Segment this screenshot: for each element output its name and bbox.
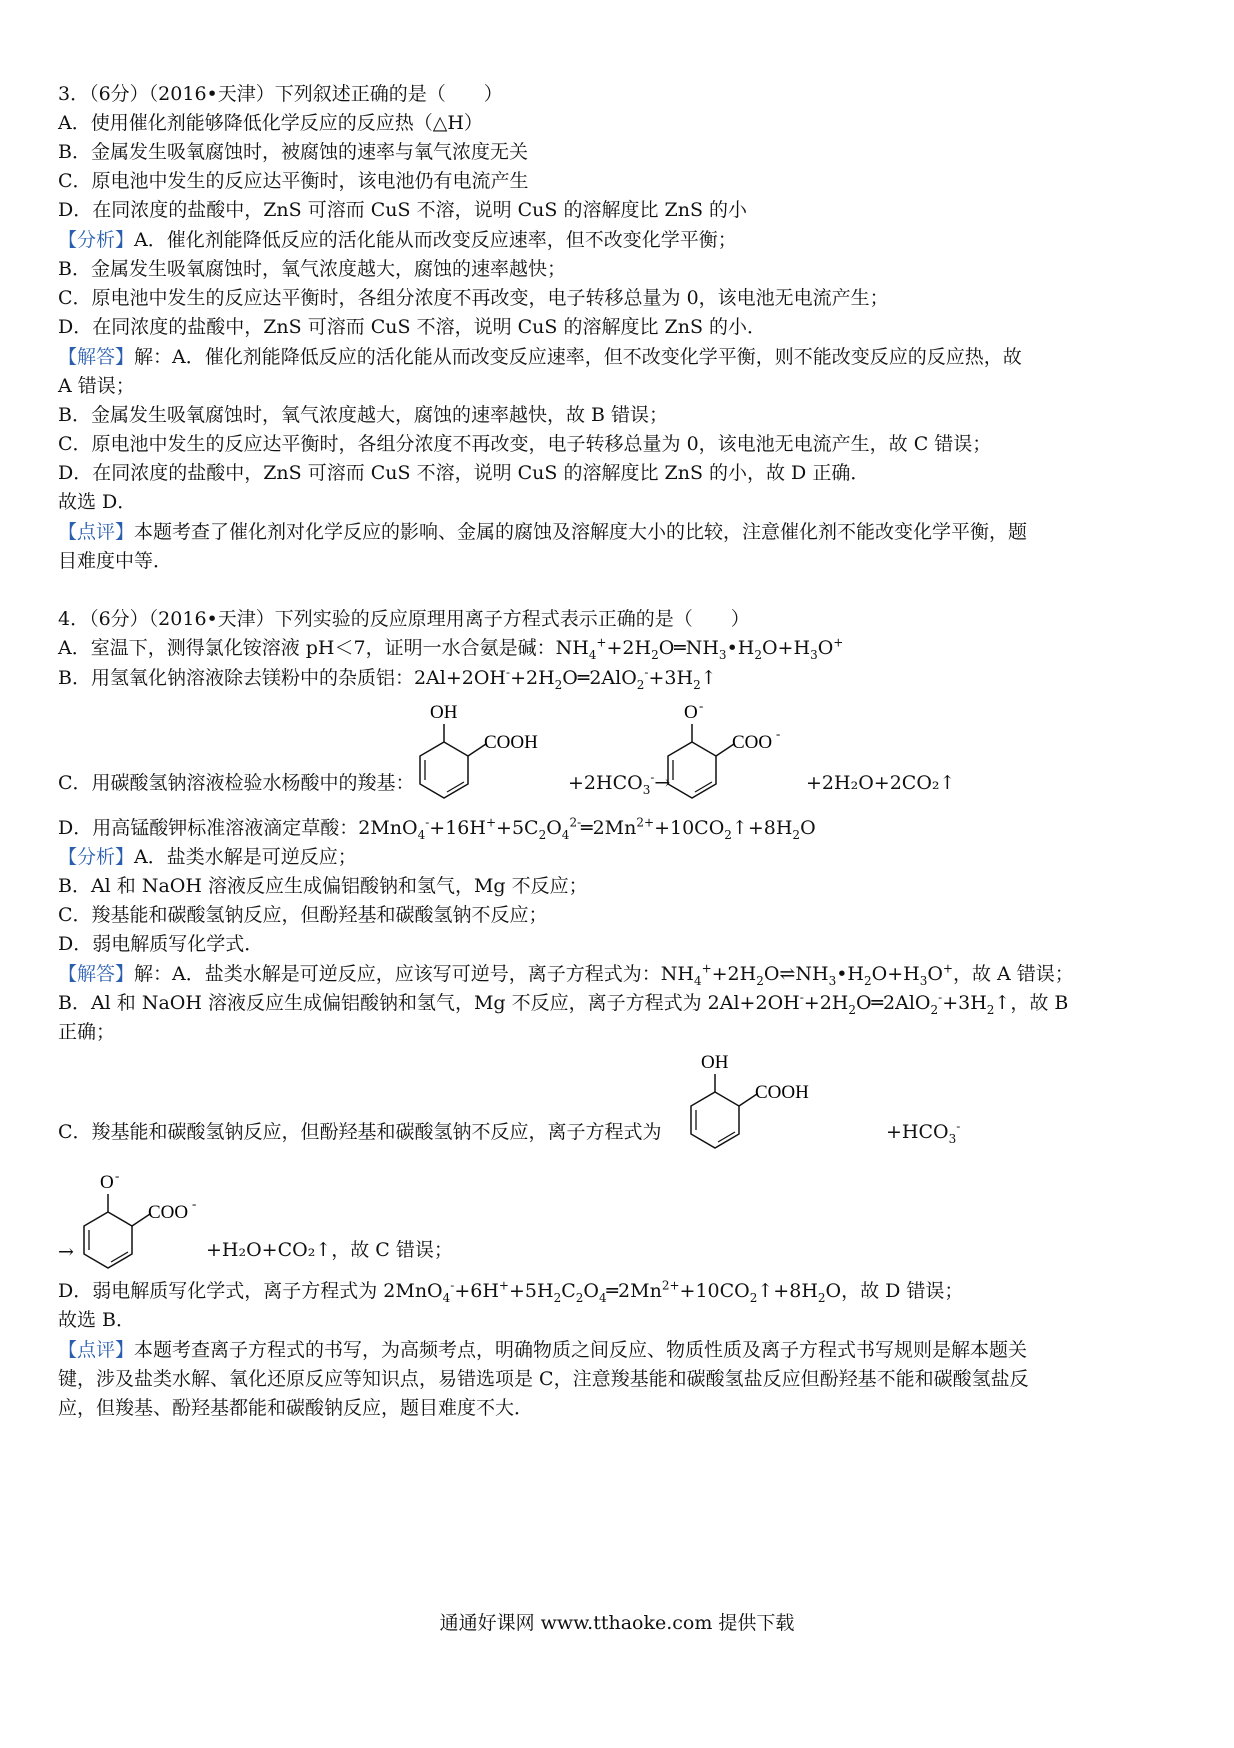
q4-choose: 故选 B．	[58, 1309, 136, 1331]
q4-answer-line-1: 【解答】解：A．盐类水解是可逆反应，应该写可逆号，离子方程式为：$NH_4^++2H_2O\rightleftharpoons NH_3•H_2O+H_3O^+$，故 A 错误；	[58, 961, 1074, 988]
page-footer: 通通好课网 www.tthaoke.com 提供下载	[439, 1612, 795, 1634]
q4-option-c-hco3: $+2HCO_3^-\to$	[568, 770, 671, 797]
q3-option-a: A．使用催化剂能够降低化学反应的反应热（△H）	[58, 112, 483, 134]
q4-option-c-text: C．用碳酸氢钠溶液检验水杨酸中的羧基：	[58, 772, 415, 794]
q3-comment-line-1	[58, 520, 1027, 544]
salicylic-acid-structure-answer	[665, 1050, 825, 1160]
q4-option-d: D．用高锰酸钾标准溶液滴定草酸：$2MnO_4^-+16H^++5C_2O_4^{2-}═2Mn^{2+}+10CO_2↑+8H_2O$	[58, 815, 816, 842]
svg-text:-: -	[776, 726, 781, 741]
q4-option-a: A．室温下，测得氯化铵溶液 pH＜7，证明一水合氨是碱：$NH_4^++2H_2O═NH_3•H_2O+H_3O^+$	[58, 635, 844, 662]
q4-analysis-line-4: D．弱电解质写化学式．	[58, 933, 264, 955]
q4-analysis-text: A．盐类水解是可逆反应；	[134, 846, 357, 868]
q4-answer-a-text: 解：A．盐类水解是可逆反应，应该写可逆号，离子方程式为：NH	[134, 963, 694, 985]
q3-option-b: B．金属发生吸氧腐蚀时，被腐蚀的速率与氧气浓度无关	[58, 141, 528, 163]
svg-text:OH: OH	[430, 702, 458, 723]
q4-answer-c-reagent: $+HCO_3^-$	[886, 1119, 961, 1146]
q3-answer-line-5: D．在同浓度的盐酸中，ZnS 可溶而 CuS 不溶，说明 CuS 的溶解度比 ZnS 的小，故 D 正确．	[58, 462, 870, 484]
q3-answer-line-3: B．金属发生吸氧腐蚀时，氧气浓度越大，腐蚀的速率越快，故 B 错误；	[58, 404, 669, 426]
svg-text:-: -	[699, 700, 704, 713]
comment-tag: 【点评】	[58, 521, 135, 543]
q3-stem: 3．（6分）（2016•天津）下列叙述正确的是（ ）	[58, 83, 503, 105]
q4-answer-b-end: ↑，故 B	[994, 992, 1069, 1014]
salicylate-structure	[642, 700, 792, 810]
q4-option-c-products: +2H₂O+2CO₂↑	[806, 772, 956, 794]
svg-text:-: -	[192, 1196, 197, 1211]
q3-analysis-line-4: D．在同浓度的盐酸中，ZnS 可溶而 CuS 不溶，说明 CuS 的溶解度比 ZnS 的小．	[58, 316, 767, 338]
answer-tag: 【解答】	[58, 963, 135, 985]
q3-analysis-line-1	[58, 228, 737, 252]
svg-text:COOH: COOH	[484, 732, 538, 753]
q3-answer-line-1	[58, 345, 1022, 369]
q3-answer-line-4: C．原电池中发生的反应达平衡时，各组分浓度不再改变，电子转移总量为 0，该电池无电流产生，故 C 错误；	[58, 433, 992, 455]
q3-comment-text: 本题考查了催化剂对化学反应的影响、金属的腐蚀及溶解度大小的比较，注意催化剂不能改变化学平衡，题	[134, 521, 1028, 543]
svg-text:COOH: COOH	[755, 1082, 809, 1103]
q3-answer-text: 解：A．催化剂能降低反应的活化能从而改变反应速率，但不改变化学平衡，则不能改变反应的反应热，故	[134, 346, 1022, 368]
svg-text:-: -	[115, 1170, 120, 1183]
q3-option-c: C．原电池中发生的反应达平衡时，该电池仍有电流产生	[58, 170, 529, 192]
q4-analysis-line-3: C．羧基能和碳酸氢钠反应，但酚羟基和碳酸氢钠不反应；	[58, 904, 548, 926]
q3-analysis-line-2: B．金属发生吸氧腐蚀时，氧气浓度越大，腐蚀的速率越快；	[58, 258, 566, 280]
q4-option-b: B．用氢氧化钠溶液除去镁粉中的杂质铝：$2Al+2OH^-+2H_2O═2AlO_2^-+3H_2↑$	[58, 665, 717, 692]
q4-answer-c-arrow: →	[58, 1241, 74, 1263]
q4-comment-line-1	[58, 1338, 1027, 1362]
q3-comment-line-2: 目难度中等．	[58, 550, 173, 572]
reaction-arrow: →	[654, 772, 671, 794]
svg-text:O: O	[684, 702, 698, 723]
q3-analysis-text: A．催化剂能降低反应的活化能从而改变反应速率，但不改变化学平衡；	[134, 229, 737, 251]
q4-option-c-reagent: +2HCO	[568, 772, 643, 794]
q3-answer-line-6: 故选 D．	[58, 491, 137, 513]
q4-option-d-text: D．用高锰酸钾标准溶液滴定草酸：2MnO	[58, 817, 418, 839]
q4-stem: 4．（6分）（2016•天津）下列实验的反应原理用离子方程式表示正确的是（ ）	[58, 608, 750, 630]
q4-analysis-line-2: B．Al 和 NaOH 溶液反应生成偏铝酸钠和氢气，Mg 不反应；	[58, 875, 588, 897]
comment-tag: 【点评】	[58, 1339, 135, 1361]
q4-option-a-text: A．室温下，测得氯化铵溶液 pH＜7，证明一水合氨是碱：NH	[58, 637, 589, 659]
q4-answer-line-3: 正确；	[58, 1021, 116, 1043]
svg-text:COO: COO	[148, 1202, 189, 1223]
q4-answer-d-text: D．弱电解质写化学式，离子方程式为 2MnO	[58, 1280, 443, 1302]
answer-tag: 【解答】	[58, 346, 135, 368]
svg-text:COO: COO	[732, 732, 773, 753]
q4-comment-line-3: 应，但羧基、酚羟基都能和碳酸钠反应，题目难度不大．	[58, 1397, 534, 1419]
q4-answer-line-2: B．Al 和 NaOH 溶液反应生成偏铝酸钠和氢气，Mg 不反应，离子方程式为 $2Al+2OH^-+2H_2O═2AlO_2^-+3H_2↑$，故 B	[58, 990, 1069, 1017]
q4-answer-c-end: +H₂O+CO₂↑，故 C 错误；	[206, 1239, 453, 1261]
salicylic-acid-structure	[394, 700, 554, 810]
salicylate-structure-answer	[58, 1170, 208, 1280]
analysis-tag: 【分析】	[58, 229, 135, 251]
q4-answer-line-5: D．弱电解质写化学式，离子方程式为 $2MnO_4^-+6H^++5H_2C_2O_4═2Mn^{2+}+10CO_2↑+8H_2O$，故 D 错误；	[58, 1278, 964, 1305]
q4-option-b-text: B．用氢氧化钠溶液除去镁粉中的杂质铝：2Al+2OH	[58, 667, 507, 689]
q4-answer-line-4: C．羧基能和碳酸氢钠反应，但酚羟基和碳酸氢钠不反应，离子方程式为	[58, 1121, 662, 1143]
q4-answer-b-text: B．Al 和 NaOH 溶液反应生成偏铝酸钠和氢气，Mg 不反应，离子方程式为 2Al+2OH	[58, 992, 800, 1014]
q4-comment-line-2: 键，涉及盐类水解、氧化还原反应等知识点，易错选项是 C，注意羧基能和碳酸氢盐反应但酚羟基不能和碳酸氢盐反	[58, 1368, 1029, 1390]
q4-option-c	[58, 771, 415, 795]
q3-option-d: D．在同浓度的盐酸中，ZnS 可溶而 CuS 不溶，说明 CuS 的溶解度比 ZnS 的小	[58, 199, 748, 221]
q4-answer-c-mid: +HCO	[886, 1121, 949, 1143]
q3-analysis-line-3: C．原电池中发生的反应达平衡时，各组分浓度不再改变，电子转移总量为 0，该电池无电流产生；	[58, 287, 889, 309]
q4-answer-d-end: ，故 D 错误；	[841, 1280, 964, 1302]
q4-comment-text: 本题考查离子方程式的书写，为高频考点，明确物质之间反应、物质性质及离子方程式书写规则是解本题关	[134, 1339, 1028, 1361]
analysis-tag: 【分析】	[58, 846, 135, 868]
q4-answer-a-end: ，故 A 错误；	[952, 963, 1074, 985]
q3-answer-line-2: A 错误；	[58, 375, 135, 397]
svg-text:O: O	[100, 1172, 114, 1193]
svg-text:OH: OH	[701, 1052, 729, 1073]
q4-analysis-line-1	[58, 845, 357, 869]
